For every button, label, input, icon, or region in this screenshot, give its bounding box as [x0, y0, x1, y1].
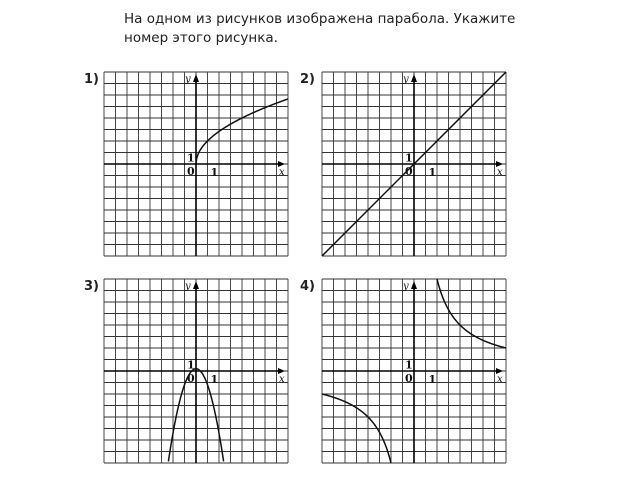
- graph-panel-3: [104, 279, 288, 463]
- x-tick-one: 1: [428, 373, 437, 386]
- panel-1-number: 1): [84, 72, 99, 87]
- y-axis-arrow: [193, 74, 199, 82]
- origin-zero: 0: [187, 165, 195, 178]
- origin-zero: 0: [405, 372, 413, 385]
- question-text: [124, 10, 524, 48]
- x-tick-one: 1: [210, 373, 219, 386]
- y-axis-arrow: [193, 281, 199, 289]
- y-tick-one: 1: [187, 151, 195, 165]
- origin-zero: 0: [405, 165, 413, 178]
- graph-panel-1: [104, 72, 288, 256]
- panel-4-number: 4): [300, 279, 315, 294]
- question-line-1: На одном из рисунков изображена парабола. Укажите: [124, 11, 516, 27]
- panel-3-number: 3): [84, 279, 99, 294]
- origin-zero: 0: [187, 372, 195, 385]
- x-tick-one: 1: [428, 166, 437, 179]
- y-axis-arrow: [411, 74, 417, 82]
- graph-panel-2: [322, 72, 506, 256]
- y-axis-label: y: [403, 74, 409, 85]
- y-axis-label: y: [403, 281, 409, 292]
- x-tick-one: 1: [210, 166, 219, 179]
- panel-2-number: 2): [300, 72, 315, 87]
- y-tick-one: 1: [405, 358, 413, 372]
- y-axis-label: y: [185, 74, 191, 85]
- x-axis-label: x: [279, 374, 285, 385]
- graph-panel-4: [322, 279, 506, 463]
- question-line-2: номер этого рисунка.: [124, 30, 278, 46]
- y-axis-label: y: [185, 281, 191, 292]
- x-axis-label: x: [497, 374, 503, 385]
- x-axis-label: x: [279, 167, 285, 178]
- x-axis-label: x: [497, 167, 503, 178]
- y-tick-one: 1: [405, 151, 413, 165]
- y-axis-arrow: [411, 281, 417, 289]
- y-tick-one: 1: [187, 358, 195, 372]
